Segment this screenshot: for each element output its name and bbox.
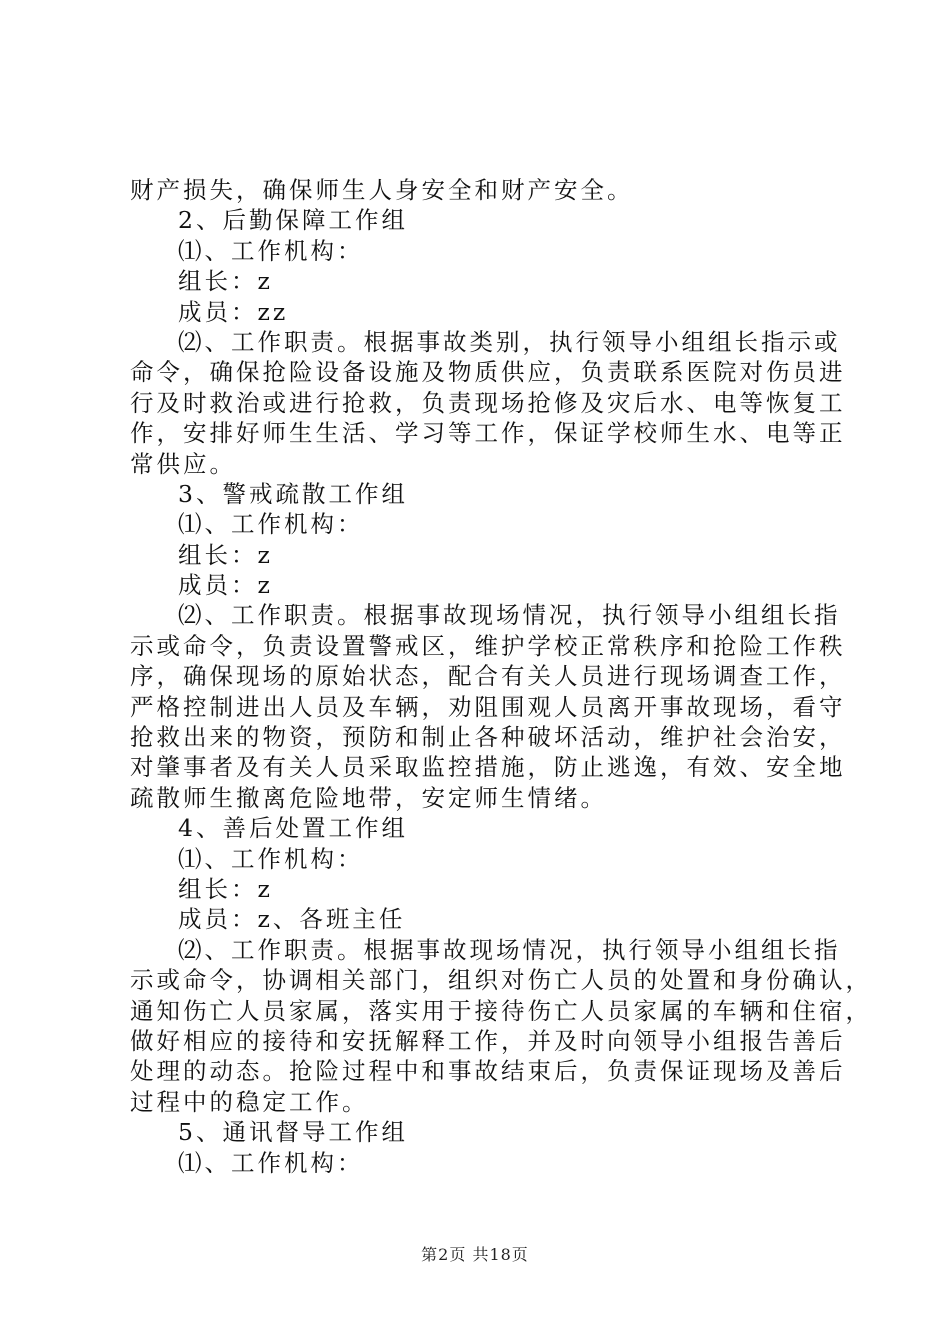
text-line: 成员：z xyxy=(178,571,273,600)
text-line: ⑴、工作机构： xyxy=(178,844,364,873)
text-line: ⑴、工作机构： xyxy=(178,236,364,265)
text-line: 3、警戒疏散工作组 xyxy=(178,479,408,508)
text-line: 做好相应的接待和安抚解释工作，并及时向领导小组报告善后 xyxy=(130,1026,846,1055)
text-line: ⑵、工作职责。根据事故现场情况，执行领导小组组长指 xyxy=(178,601,841,630)
page-footer: 第2页 共18页 xyxy=(421,1245,529,1264)
text-line: 命令，确保抢险设备设施及物质供应，负责联系医院对伤员进 xyxy=(130,358,846,387)
text-line: 对肇事者及有关人员采取监控措施，防止逃逸，有效、安全地 xyxy=(130,753,846,782)
text-line: 成员：zz xyxy=(178,297,289,326)
text-line: 组长：z xyxy=(178,874,273,903)
text-line: 过程中的稳定工作。 xyxy=(130,1087,369,1116)
text-line: 财产损失，确保师生人身安全和财产安全。 xyxy=(130,176,634,204)
text-line: ⑴、工作机构： xyxy=(178,1148,364,1177)
text-line: 通知伤亡人员家属，落实用于接待伤亡人员家属的车辆和住宿， xyxy=(130,996,872,1025)
text-line: 抢救出来的物资，预防和制止各种破坏活动，维护社会治安， xyxy=(130,723,846,752)
text-line: 成员：z、各班主任 xyxy=(178,905,406,934)
text-line: 组长：z xyxy=(178,267,273,296)
text-line: ⑴、工作机构： xyxy=(178,510,364,539)
text-line: 示或命令，协调相关部门，组织对伤亡人员的处置和身份确认， xyxy=(130,966,872,995)
text-line: 示或命令，负责设置警戒区，维护学校正常秩序和抢险工作秩 xyxy=(130,631,846,660)
text-line: 5、通讯督导工作组 xyxy=(178,1118,408,1147)
text-line: 严格控制进出人员及车辆，劝阻围观人员离开事故现场，看守 xyxy=(130,692,846,721)
text-line: 疏散师生撤离危险地带，安定师生情绪。 xyxy=(130,783,607,812)
text-line: 常供应。 xyxy=(130,449,236,478)
text-line: 2、后勤保障工作组 xyxy=(178,206,408,235)
text-line: 处理的动态。抢险过程中和事故结束后，负责保证现场及善后 xyxy=(130,1057,846,1086)
text-line: 序，确保现场的原始状态，配合有关人员进行现场调查工作， xyxy=(130,662,846,691)
text-line: ⑵、工作职责。根据事故现场情况，执行领导小组组长指 xyxy=(178,935,841,964)
text-line: 4、善后处置工作组 xyxy=(178,814,408,843)
text-line: 作，安排好师生生活、学习等工作，保证学校师生水、电等正 xyxy=(130,419,846,448)
text-line: 组长：z xyxy=(178,540,273,569)
text-line: 行及时救治或进行抢救，负责现场抢修及灾后水、电等恢复工 xyxy=(130,388,846,417)
document-body xyxy=(130,175,872,1178)
text-line: ⑵、工作职责。根据事故类别，执行领导小组组长指示或 xyxy=(178,327,841,356)
